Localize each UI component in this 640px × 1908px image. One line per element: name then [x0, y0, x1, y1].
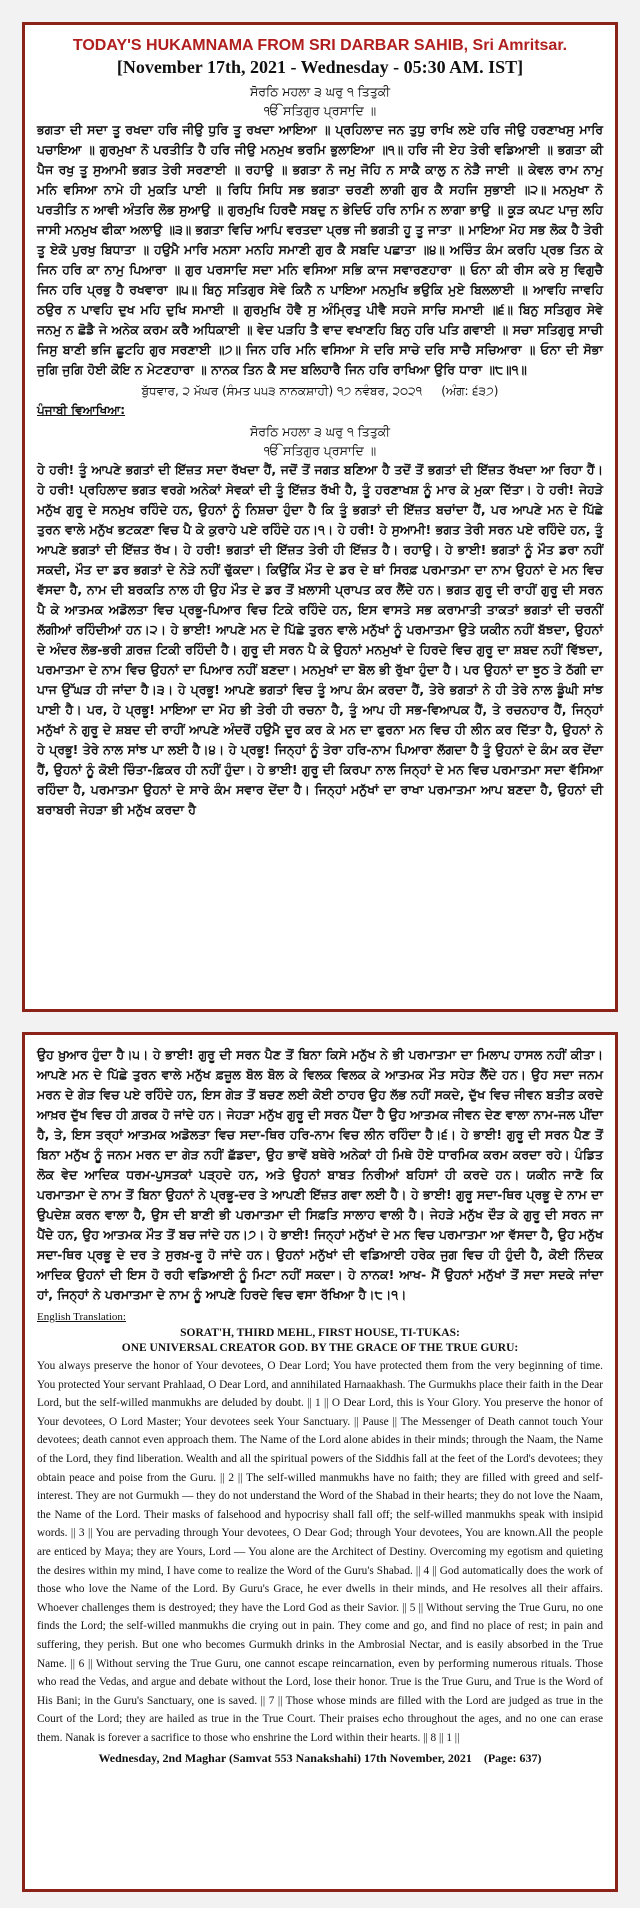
english-footer: [37, 1751, 603, 1766]
punjabi-mool: ੴ ਸਤਿਗੁਰ ਪ੍ਰਸਾਦਿ ॥: [263, 443, 377, 458]
punjabi-label: ਪੰਜਾਬੀ ਵਿਆਖਿਆ:: [37, 403, 126, 417]
punjabi-text-part1: ਹੇ ਹਰੀ! ਤੂੰ ਆਪਣੇ ਭਗਤਾਂ ਦੀ ਇੱਜ਼ਤ ਸਦਾ ਰੱਖਦਾ ਹੈਂ, ਜਦੋਂ ਤੋਂ ਜਗਤ ਬਣਿਆ ਹੈ ਤਦੋਂ ਤੋਂ ਭਗਤਾਂ ਦੀ ਇੱਜ਼ਤ ਰੱਖਦਾ ਆ ਰਿਹਾ ਹੈਂ। ਹੇ ਹਰੀ! ਪ੍ਰਹਿਲਾਦ ਭਗਤ ਵਰਗੇ ਅਨੇਕਾਂ ਸੇਵਕਾਂ ਦੀ ਤੂੰ ਇੱਜ਼ਤ ਰੱਖੀ ਹੈ, ਤੂੰ ਹਰਣਾਖਸ਼ ਨੂੰ ਮਾਰ ਕੇ ਮੁਕਾ ਦਿੱਤਾ। ਹੇ ਹਰੀ! ਜੇਹੜੇ ਮਨੁੱਖ ਗੁਰੂ ਦੇ ਸਨਮੁਖ ਰਹਿੰਦੇ ਹਨ, ਉਹਨਾਂ ਨੂੰ ਨਿਸ਼ਚਾ ਹੁੰਦਾ ਹੈ ਕਿ ਤੂੰ ਭਗਤਾਂ ਦੀ ਇੱਜ਼ਤ ਬਚਾਂਦਾ ਹੈਂ, ਪਰ ਆਪਣੇ ਮਨ ਦੇ ਪਿੱਛੇ ਤੁਰਨ ਵਾਲੇ ਮਨੁੱਖ ਭਟਕਣਾ ਵਿਚ ਪੈ ਕੇ ਕੁਰਾਹੇ ਪਏ ਰਹਿੰਦੇ ਹਨ।੧। ਹੇ ਹਰੀ! ਹੇ ਸੁਆਮੀ! ਭਗਤ ਤੇਰੀ ਸਰਨ ਪਏ ਰਹਿੰਦੇ ਹਨ, ਤੂੰ ਆਪਣੇ ਭਗਤਾਂ ਦੀ ਇੱਜ਼ਤ ਰੱਖ। ਹੇ ਹਰੀ! ਭਗਤਾਂ ਦੀ ਇੱਜ਼ਤ ਤੇਰੀ ਹੀ ਇੱਜ਼ਤ ਹੈ। ਰਹਾਉ। ਹੇ ਭਾਈ! ਭਗਤਾਂ ਨੂੰ ਮੌਤ ਡਰਾ ਨਹੀਂ ਸਕਦੀ, ਮੌਤ ਦਾ ਡਰ ਭਗਤਾਂ ਦੇ ਨੇੜੇ ਨਹੀਂ ਢੁੱਕਦਾ। ਕਿਉਂਕਿ ਮੌਤ ਦੇ ਡਰ ਦੇ ਥਾਂ ਸਿਰਫ਼ ਪਰਮਾਤਮਾ ਦਾ ਨਾਮ ਉਹਨਾਂ ਦੇ ਮਨ ਵਿਚ ਵੱਸਦਾ ਹੈ, ਨਾਮ ਦੀ ਬਰਕਤਿ ਨਾਲ ਹੀ ਉਹ ਮੌਤ ਦੇ ਡਰ ਤੋਂ ਖ਼ਲਾਸੀ ਪ੍ਰਾਪਤ ਕਰ ਲੈਂਦੇ ਹਨ। ਭਗਤ ਗੁਰੂ ਦੀ ਰਾਹੀਂ ਗੁਰੂ ਦੀ ਸਰਨ ਪੈ ਕੇ ਆਤਮਕ ਅਡੋਲਤਾ ਵਿਚ ਪ੍ਰਭੂ-ਪਿਆਰ ਵਿਚ ਟਿਕੇ ਰਹਿੰਦੇ ਹਨ, ਇਸ ਵਾਸਤੇ ਸਭ ਕਰਾਮਾਤੀ ਤਾਕਤਾਂ ਭਗਤਾਂ ਦੀ ਚਰਨੀਂ ਲੱਗੀਆਂ ਰਹਿੰਦੀਆਂ ਹਨ।੨। ਹੇ ਭਾਈ! ਆਪਣੇ ਮਨ ਦੇ ਪਿੱਛੇ ਤੁਰਨ ਵਾਲੇ ਮਨੁੱਖਾਂ ਨੂੰ ਪਰਮਾਤਮਾ ਉਤੇ ਯਕੀਨ ਨਹੀਂ ਬੱਝਦਾ, ਉਹਨਾਂ ਦੇ ਅੰਦਰ ਲੋਭ-ਭਰੀ ਗ਼ਰਜ਼ ਟਿਕੀ ਰਹਿੰਦੀ ਹੈ। ਗੁਰੂ ਦੀ ਸਰਨ ਪੈ ਕੇ ਉਹਨਾਂ ਮਨਮੁਖਾਂ ਦੇ ਹਿਰਦੇ ਵਿਚ ਗੁਰੂ ਦਾ ਸ਼ਬਦ ਨਹੀਂ ਵਿੱਝਦਾ, ਪਰਮਾਤਮਾ ਦੇ ਨਾਮ ਵਿਚ ਉਹਨਾਂ ਦਾ ਪਿਆਰ ਨਹੀਂ ਬਣਦਾ। ਮਨਮੁਖਾਂ ਦਾ ਬੋਲ ਭੀ ਰੁੱਖਾ ਹੁੰਦਾ ਹੈ। ਪਰ ਉਹਨਾਂ ਦਾ ਝੂਠ ਤੇ ਠੱਗੀ ਦਾ ਪਾਜ ਉੱਘੜ ਹੀ ਜਾਂਦਾ ਹੈ।੩। ਹੇ ਪ੍ਰਭੂ! ਆਪਣੇ ਭਗਤਾਂ ਵਿਚ ਤੂੰ ਆਪ ਕੰਮ ਕਰਦਾ ਹੈਂ, ਤੇਰੇ ਭਗਤਾਂ ਨੇ ਹੀ ਤੇਰੇ ਨਾਲ ਡੂੰਘੀ ਸਾਂਝ ਪਾਈ ਹੈ। ਪਰ, ਹੇ ਪ੍ਰਭੂ! ਮਾਇਆ ਦਾ ਮੋਹ ਭੀ ਤੇਰੀ ਹੀ ਰਚਨਾ ਹੈ, ਤੂੰ ਆਪ ਹੀ ਸਭ-ਵਿਆਪਕ ਹੈਂ, ਤੇ ਰਚਨਹਾਰ ਹੈਂ, ਜਿਨ੍ਹਾਂ ਮਨੁੱਖਾਂ ਨੇ ਗੁਰੂ ਦੇ ਸ਼ਬਦ ਦੀ ਰਾਹੀਂ ਆਪਣੇ ਅੰਦਰੋਂ ਹਉਮੈ ਦੂਰ ਕਰ ਕੇ ਮਨ ਦਾ ਫੁਰਨਾ ਮਨ ਵਿਚ ਹੀ ਲੀਨ ਕਰ ਦਿੱਤਾ ਹੈ, ਉਹਨਾਂ ਨੇ ਹੇ ਪ੍ਰਭੂ! ਤੇਰੇ ਨਾਲ ਸਾਂਝ ਪਾ ਲਈ ਹੈ।੪। ਹੇ ਪ੍ਰਭੂ! ਜਿਨ੍ਹਾਂ ਨੂੰ ਤੇਰਾ ਹਰਿ-ਨਾਮ ਪਿਆਰਾ ਲੱਗਦਾ ਹੈ ਤੂੰ ਉਹਨਾਂ ਦੇ ਕੰਮ ਕਰ ਦੇਂਦਾ ਹੈਂ, ਉਹਨਾਂ ਨੂੰ ਕੋਈ ਚਿੰਤਾ-ਫ਼ਿਕਰ ਹੀ ਨਹੀਂ ਹੁੰਦਾ। ਹੇ ਭਾਈ! ਗੁਰੂ ਦੀ ਕਿਰਪਾ ਨਾਲ ਜਿਨ੍ਹਾਂ ਦੇ ਮਨ ਵਿਚ ਪਰਮਾਤਮਾ ਸਦਾ ਵੱਸਿਆ ਰਹਿੰਦਾ ਹੈ, ਪਰਮਾਤਮਾ ਉਹਨਾਂ ਦੇ ਸਾਰੇ ਕੰਮ ਸਵਾਰ ਦੇਂਦਾ ਹੈ। ਜਿਨ੍ਹਾਂ ਮਨੁੱਖਾਂ ਦਾ ਰਾਖਾ ਪਰਮਾਤਮਾ ਆਪ ਬਣਦਾ ਹੈ, ਉਹਨਾਂ ਦੀ ਬਰਾਬਰੀ ਜੇਹੜਾ ਭੀ ਮਨੁੱਖ ਕਰਦਾ ਹੈ: [37, 462, 603, 817]
gurbani-footer-date: ਬੁੱਧਵਾਰ, ੨ ਮੱਘਰ (ਸੰਮਤ ੫੫੩ ਨਾਨਕਸ਼ਾਹੀ) ੧੭ ਨਵੰਬਰ, ੨੦੨੧: [141, 384, 423, 398]
english-footer-date: Wednesday, 2nd Maghar (Samvat 553 Nanakshahi) 17th November, 2021: [98, 1751, 472, 1766]
english-footer-page: (Page: 637): [483, 1751, 542, 1766]
gurbani-footer: [37, 384, 603, 399]
date-line: [November 17th, 2021 - Wednesday - 05:30 AM. IST]: [116, 57, 524, 77]
gurbani-text: ਭਗਤਾ ਦੀ ਸਦਾ ਤੂ ਰਖਦਾ ਹਰਿ ਜੀਉ ਧੁਰਿ ਤੂ ਰਖਦਾ ਆਇਆ ॥ ਪ੍ਰਹਿਲਾਦ ਜਨ ਤੁਧੁ ਰਾਖਿ ਲਏ ਹਰਿ ਜੀਉ ਹਰਣਾਖਸੁ ਮਾਰਿ ਪਚਾਇਆ ॥ ਗੁਰਮੁਖਾ ਨੋ ਪਰਤੀਤਿ ਹੈ ਹਰਿ ਜੀਉ ਮਨਮੁਖ ਭਰਮਿ ਭੁਲਾਇਆ ॥੧॥ ਹਰਿ ਜੀ ਏਹ ਤੇਰੀ ਵਡਿਆਈ ॥ ਭਗਤਾ ਕੀ ਪੈਜ ਰਖੁ ਤੂ ਸੁਆਮੀ ਭਗਤ ਤੇਰੀ ਸਰਣਾਈ ॥ ਰਹਾਉ ॥ ਭਗਤਾ ਨੋ ਜਮੁ ਜੋਹਿ ਨ ਸਾਕੈ ਕਾਲੁ ਨ ਨੇੜੈ ਜਾਈ ॥ ਕੇਵਲ ਰਾਮ ਨਾਮੁ ਮਨਿ ਵਸਿਆ ਨਾਮੇ ਹੀ ਮੁਕਤਿ ਪਾਈ ॥ ਰਿਧਿ ਸਿਧਿ ਸਭ ਭਗਤਾ ਚਰਣੀ ਲਾਗੀ ਗੁਰ ਕੈ ਸਹਜਿ ਸੁਭਾਈ ॥੨॥ ਮਨਮੁਖਾ ਨੋ ਪਰਤੀਤਿ ਨ ਆਵੀ ਅੰਤਰਿ ਲੋਭ ਸੁਆਉ ॥ ਗੁਰਮੁਖਿ ਹਿਰਦੈ ਸਬਦੁ ਨ ਭੇਦਿਓ ਹਰਿ ਨਾਮਿ ਨ ਲਾਗਾ ਭਾਉ ॥ ਕੂੜ ਕਪਟ ਪਾਜੁ ਲਹਿ ਜਾਸੀ ਮਨਮੁਖ ਫੀਕਾ ਅਲਾਉ ॥੩॥ ਭਗਤਾ ਵਿਚਿ ਆਪਿ ਵਰਤਦਾ ਪ੍ਰਭ ਜੀ ਭਗਤੀ ਹੂ ਤੂ ਜਾਤਾ ॥ ਮਾਇਆ ਮੋਹ ਸਭ ਲੋਕ ਹੈ ਤੇਰੀ ਤੂ ਏਕੋ ਪੁਰਖੁ ਬਿਧਾਤਾ ॥ ਹਉਮੈ ਮਾਰਿ ਮਨਸਾ ਮਨਹਿ ਸਮਾਣੀ ਗੁਰ ਕੈ ਸਬਦਿ ਪਛਾਤਾ ॥੪॥ ਅਚਿੰਤ ਕੰਮ ਕਰਹਿ ਪ੍ਰਭ ਤਿਨ ਕੇ ਜਿਨ ਹਰਿ ਕਾ ਨਾਮੁ ਪਿਆਰਾ ॥ ਗੁਰ ਪਰਸਾਦਿ ਸਦਾ ਮਨਿ ਵਸਿਆ ਸਭਿ ਕਾਜ ਸਵਾਰਣਹਾਰਾ ॥ ਓਨਾ ਕੀ ਰੀਸ ਕਰੇ ਸੁ ਵਿਗੁਚੈ ਜਿਨ ਹਰਿ ਪ੍ਰਭੁ ਹੈ ਰਖਵਾਰਾ ॥੫॥ ਬਿਨੁ ਸਤਿਗੁਰ ਸੇਵੇ ਕਿਨੈ ਨ ਪਾਇਆ ਮਨਮੁਖਿ ਭਉਕਿ ਮੁਏ ਬਿਲਲਾਈ ॥ ਆਵਹਿ ਜਾਵਹਿ ਠਉਰ ਨ ਪਾਵਹਿ ਦੁਖ ਮਹਿ ਦੁਖਿ ਸਮਾਈ ॥ ਗੁਰਮੁਖਿ ਹੋਵੈ ਸੁ ਅੰਮ੍ਰਿਤੁ ਪੀਵੈ ਸਹਜੇ ਸਾਚਿ ਸਮਾਈ ॥੬॥ ਬਿਨੁ ਸਤਿਗੁਰ ਸੇਵੇ ਜਨਮੁ ਨ ਛੋਡੈ ਜੇ ਅਨੇਕ ਕਰਮ ਕਰੈ ਅਧਿਕਾਈ ॥ ਵੇਦ ਪੜਹਿ ਤੈ ਵਾਦ ਵਖਾਣਹਿ ਬਿਨੁ ਹਰਿ ਪਤਿ ਗਵਾਈ ॥ ਸਚਾ ਸਤਿਗੁਰੁ ਸਾਚੀ ਜਿਸੁ ਬਾਣੀ ਭਜਿ ਛੂਟਹਿ ਗੁਰ ਸਰਣਾਈ ॥੭॥ ਜਿਨ ਹਰਿ ਮਨਿ ਵਸਿਆ ਸੇ ਦਰਿ ਸਾਚੇ ਦਰਿ ਸਾਚੈ ਸਚਿਆਰਾ ॥ ਓਨਾ ਦੀ ਸੋਭਾ ਜੁਗਿ ਜੁਗਿ ਹੋਈ ਕੋਇ ਨ ਮੇਟਣਹਾਰਾ ॥ ਨਾਨਕ ਤਿਨ ਕੈ ਸਦ ਬਲਿਹਾਰੈ ਜਿਨ ਹਰਿ ਰਾਖਿਆ ਉਰਿ ਧਾਰਾ ॥੮॥੧॥: [37, 122, 603, 377]
gurbani-mool: ੴ ਸਤਿਗੁਰ ਪ੍ਰਸਾਦਿ ॥: [263, 103, 377, 118]
page-title: TODAY'S HUKAMNAMA FROM SRI DARBAR SAHIB, Sri Amritsar.: [72, 37, 568, 54]
english-text: You always preserve the honor of Your devotees, O Dear Lord; You have protected them from the very beginning of time. You protected Your servant Prahlaad, O Dear Lord, and annihilated Harnaakhash. The Gurmukhs place their faith in the Dear Lord, but the self-willed manmukhs are deluded by doubt. || 1 || O Dear Lord, this is Your Glory. You preserve the honor of Your devotees, O Lord Master; Your devotees seek Your Sanctuary. || Pause || The Messenger of Death cannot touch Your devotees; death cannot even approach them. The Name of the Lord alone abides in their minds; through the Naam, the Name of the Lord, they find liberation. Wealth and all the spiritual powers of the Siddhis fall at the feet of the Lord's devotees; they obtain peace and poise from the Guru. || 2 || The self-willed manmukhs have no faith; they are filled with greed and self-interest. They are not Gurmukh — they do not understand the Word of the Shabad in their hearts; they do not love the Naam, the Name of the Lord. Their masks of falsehood and hypocrisy shall fall off; the self-willed manmukhs speak with insipid words. || 3 || You are pervading through Your devotees, O Dear God; through Your devotees, You are known.All the people are enticed by Maya; they are Yours, Lord — You alone are the Architect of Destiny. Overcoming my egotism and quieting the desires within my mind, I have come to realize the Word of the Guru's Shabad. || 4 || God automatically does the work of those who love the Name of the Lord. By Guru's Grace, he ever dwells in their minds, and He resolves all their affairs. Whoever challenges them is destroyed; they have the Lord God as their Savior. || 5 || Without serving the True Guru, no one finds the Lord; the self-willed manmukhs die crying out in pain. They come and go, and find no place of rest; in pain and suffering, they perish. But one who becomes Gurmukh drinks in the Ambrosial Nectar, and is easily absorbed in the True Name. || 6 || Without serving the True Guru, one cannot escape reincarnation, even by performing numerous rituals. Those who read the Vedas, and argue and debate without the Lord, lose their honor. True is the True Guru, and True is the Word of His Bani; in the Guru's Sanctuary, one is saved. || 7 || Those whose minds are filled with the Lord are judged as true in the Court of the Lord; they are hailed as true in the True Court. Their praises echo throughout the ages, and no one can erase them. Nanak is forever a sacrifice to those who enshrine the Lord within their hearts. || 8 || 1 ||: [37, 1360, 603, 1744]
english-heading: SORAT'H, THIRD MEHL, FIRST HOUSE, TI-TUKAS:: [180, 1327, 460, 1339]
punjabi-heading: ਸੋਰਠਿ ਮਹਲਾ ੩ ਘਰੁ ੧ ਤਿਤੁਕੀ: [249, 424, 391, 439]
punjabi-text-part2: ਉਹ ਖ਼ੁਆਰ ਹੁੰਦਾ ਹੈ।੫। ਹੇ ਭਾਈ! ਗੁਰੂ ਦੀ ਸਰਨ ਪੈਣ ਤੋਂ ਬਿਨਾ ਕਿਸੇ ਮਨੁੱਖ ਨੇ ਭੀ ਪਰਮਾਤਮਾ ਦਾ ਮਿਲਾਪ ਹਾਸਲ ਨਹੀਂ ਕੀਤਾ। ਆਪਣੇ ਮਨ ਦੇ ਪਿੱਛੇ ਤੁਰਨ ਵਾਲੇ ਮਨੁੱਖ ਫ਼ਜ਼ੂਲ ਬੋਲ ਬੋਲ ਕੇ ਵਿਲਕ ਵਿਲਕ ਕੇ ਆਤਮਕ ਮੌਤ ਸਹੇੜ ਲੈਂਦੇ ਹਨ। ਉਹ ਸਦਾ ਜਨਮ ਮਰਨ ਦੇ ਗੇੜ ਵਿਚ ਪਏ ਰਹਿੰਦੇ ਹਨ, ਇਸ ਗੇੜ ਤੋਂ ਬਚਣ ਲਈ ਕੋਈ ਠਾਹਰ ਉਹ ਲੱਭ ਨਹੀਂ ਸਕਦੇ, ਦੁੱਖ ਵਿਚ ਜੀਵਨ ਬਤੀਤ ਕਰਦੇ ਆਖ਼ਰ ਦੁੱਖ ਵਿਚ ਹੀ ਗ਼ਰਕ ਹੋ ਜਾਂਦੇ ਹਨ। ਜੇਹੜਾ ਮਨੁੱਖ ਗੁਰੂ ਦੀ ਸਰਨ ਪੈਂਦਾ ਹੈ ਉਹ ਆਤਮਕ ਜੀਵਨ ਦੇਣ ਵਾਲਾ ਨਾਮ-ਜਲ ਪੀਂਦਾ ਹੈ, ਤੇ, ਇਸ ਤਰ੍ਹਾਂ ਆਤਮਕ ਅਡੋਲਤਾ ਵਿਚ ਸਦਾ-ਥਿਰ ਹਰਿ-ਨਾਮ ਵਿਚ ਲੀਨ ਰਹਿੰਦਾ ਹੈ।੬। ਹੇ ਭਾਈ! ਗੁਰੂ ਦੀ ਸਰਨ ਪੈਣ ਤੋਂ ਬਿਨਾ ਮਨੁੱਖ ਨੂੰ ਜਨਮ ਮਰਨ ਦਾ ਗੇੜ ਨਹੀਂ ਛੱਡਦਾ, ਉਹ ਭਾਵੇਂ ਬਥੇਰੇ ਅਨੇਕਾਂ ਹੀ ਮਿਥੇ ਹੋਏ ਧਾਰਮਿਕ ਕਰਮ ਕਰਦਾ ਰਹੇ। ਪੰਡਿਤ ਲੋਕ ਵੇਦ ਆਦਿਕ ਧਰਮ-ਪੁਸਤਕਾਂ ਪੜ੍ਹਦੇ ਹਨ, ਅਤੇ ਉਹਨਾਂ ਬਾਬਤ ਨਿਰੀਆਂ ਬਹਿਸਾਂ ਹੀ ਕਰਦੇ ਹਨ। ਯਕੀਨ ਜਾਣੋ ਕਿ ਪਰਮਾਤਮਾ ਦੇ ਨਾਮ ਤੋਂ ਬਿਨਾ ਉਹਨਾਂ ਨੇ ਪ੍ਰਭੂ-ਦਰ ਤੇ ਆਪਣੀ ਇੱਜ਼ਤ ਗਵਾ ਲਈ ਹੈ। ਹੇ ਭਾਈ! ਗੁਰੂ ਸਦਾ-ਥਿਰ ਪ੍ਰਭੂ ਦੇ ਨਾਮ ਦਾ ਉਪਦੇਸ਼ ਕਰਨ ਵਾਲਾ ਹੈ, ਉਸ ਦੀ ਬਾਣੀ ਭੀ ਪਰਮਾਤਮਾ ਦੀ ਸਿਫ਼ਤਿ ਸਾਲਾਹ ਵਾਲੀ ਹੈ। ਜੇਹੜੇ ਮਨੁੱਖ ਦੌੜ ਕੇ ਗੁਰੂ ਦੀ ਸਰਨ ਜਾ ਪੈਂਦੇ ਹਨ, ਉਹ ਆਤਮਕ ਮੌਤ ਤੋਂ ਬਚ ਜਾਂਦੇ ਹਨ।੭। ਹੇ ਭਾਈ! ਜਿਨ੍ਹਾਂ ਮਨੁੱਖਾਂ ਦੇ ਮਨ ਵਿਚ ਪਰਮਾਤਮਾ ਆ ਵੱਸਦਾ ਹੈ, ਉਹ ਮਨੁੱਖ ਸਦਾ-ਥਿਰ ਪ੍ਰਭੂ ਦੇ ਦਰ ਤੇ ਸੁਰਖ਼-ਰੂ ਹੋ ਜਾਂਦੇ ਹਨ। ਉਹਨਾਂ ਮਨੁੱਖਾਂ ਦੀ ਵਡਿਆਈ ਹਰੇਕ ਜੁਗ ਵਿਚ ਹੀ ਹੁੰਦੀ ਹੈ, ਕੋਈ ਨਿੰਦਕ ਆਦਿਕ ਉਹਨਾਂ ਦੀ ਇਸ ਹੋ ਰਹੀ ਵਡਿਆਈ ਨੂੰ ਮਿਟਾ ਨਹੀਂ ਸਕਦਾ। ਹੇ ਨਾਨਕ! ਆਖ- ਮੈਂ ਉਹਨਾਂ ਮਨੁੱਖਾਂ ਤੋਂ ਸਦਾ ਸਦਕੇ ਜਾਂਦਾ ਹਾਂ, ਜਿਨ੍ਹਾਂ ਨੇ ਪਰਮਾਤਮਾ ਦੇ ਨਾਮ ਨੂੰ ਆਪਣੇ ਹਿਰਦੇ ਵਿਚ ਵਸਾ ਰੱਖਿਆ ਹੈ।੮।੧।: [37, 1047, 603, 1302]
hukamnama-panel-bottom: [22, 1032, 618, 1892]
gurbani-footer-ang: (ਅੰਗ: ੬੩੭): [441, 384, 499, 398]
english-label: English Translation:: [37, 1311, 126, 1323]
hukamnama-panel-top: [22, 22, 618, 1012]
gurbani-heading: ਸੋਰਠਿ ਮਹਲਾ ੩ ਘਰੁ ੧ ਤਿਤੁਕੀ: [249, 84, 391, 99]
english-mool: ONE UNIVERSAL CREATOR GOD. BY THE GRACE OF THE TRUE GURU:: [121, 1342, 519, 1354]
